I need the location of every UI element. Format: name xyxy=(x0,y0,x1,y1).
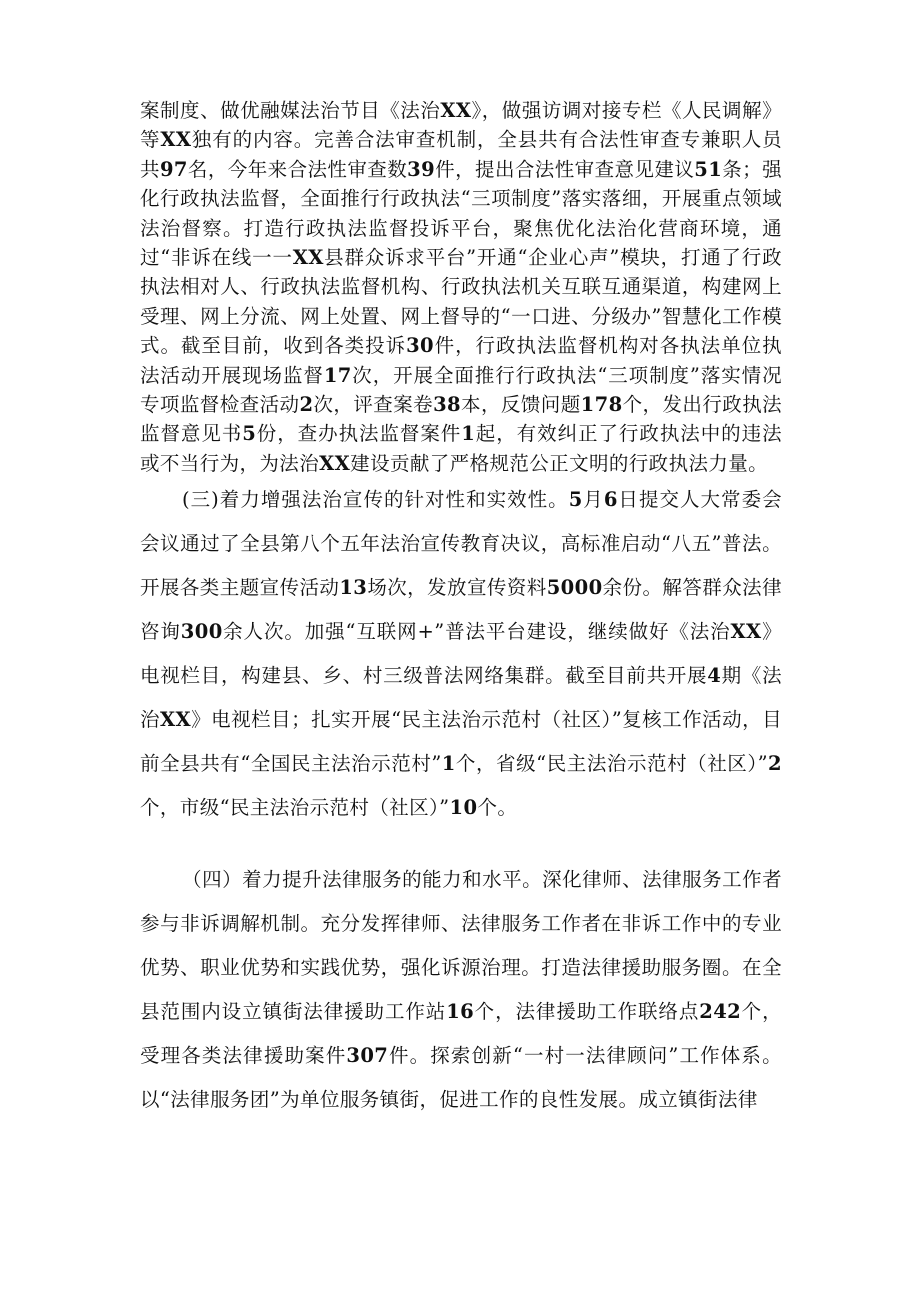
bold-figure: 300 xyxy=(180,620,223,643)
text-segment: 件，提出合法性审查意见建议 xyxy=(435,157,695,181)
bold-figure: 242 xyxy=(699,1000,742,1023)
bold-figure: 13 xyxy=(339,576,368,599)
bold-figure: 2 xyxy=(768,752,782,775)
section-heading-3: (三)着力增强法治宣传的针对性和实效性。 xyxy=(182,488,569,511)
text-segment: 余人次。加强“互联网+”普法平台建设，继续做好《法治 xyxy=(222,620,731,643)
text-segment: 名，今年来合法性审查数 xyxy=(187,157,408,181)
bold-figure: 30 xyxy=(406,334,435,358)
bold-figure: 5000 xyxy=(546,576,603,599)
bold-figure: XX xyxy=(160,128,192,152)
bold-figure: XX xyxy=(160,708,192,731)
bold-figure: 97 xyxy=(159,157,188,181)
text-segment: 个，发出行政执法监督意见书 xyxy=(140,393,783,446)
text-segment: 份，查办执法监督案件 xyxy=(256,422,462,446)
paragraph-legal-review-supervision xyxy=(140,96,782,478)
text-segment: 个，省级“民主法治示范村（社区）” xyxy=(455,752,769,775)
text-segment: 余份。解答群众法律咨询 xyxy=(140,576,782,643)
section-heading-4: （四）着力提升法律服务的能力和水平。深化律师、法律服务工作者参与非诉调解机制。充分发挥律师、法律服务工作者在非诉工作中的专业优势、职业优势和实践优势，强化诉源治理。打造法律援助服务圈。在全县范围内设立镇街法律援助工作站 xyxy=(140,868,782,1023)
bold-figure: XX xyxy=(292,246,324,270)
text-segment: 件。探索创新“一村一法律顾问”工作体系。以“法律服务团”为单位服务镇街，促进工作的良性发展。成立镇街法律 xyxy=(140,1044,782,1111)
text-segment: 日提交人大常委会会议通过了全县第八个五年法治宣传教育决议，高标准启动“八五”普法。开展各类主题宣传活动 xyxy=(140,488,783,599)
text-segment: 县群众诉求平台”开通“企业心声”模块，打通了行政执法相对人、行政执法监督机构、行政执法机关互联互通渠道，构建网上受理、网上分流、网上处置、网上督导的“一口进、分级办”智慧化工作模式。截至目前，收到各类投诉 xyxy=(140,246,782,358)
text-segment: 独有的内容。完善合法审查机制，全县共有合法性审查专兼职人员共 xyxy=(140,128,782,181)
text-segment: 月 xyxy=(582,488,604,511)
text-segment: 条；强化行政执法监督，全面推行行政执法“三项制度”落实落细，开展重点领域法治督察。打造行政执法监督投诉平台，聚焦优化法治化营商环境，通过“非诉在线一一 xyxy=(140,157,783,270)
text-segment: 期《法治 xyxy=(140,664,782,731)
text-segment: 场次，发放宣传资料 xyxy=(367,576,547,599)
text-segment: 次，评查案卷 xyxy=(313,393,434,417)
bold-figure: 5 xyxy=(568,488,583,511)
text-segment: 次，开展全面推行行政执法“三项制度”落实情况专项监督检查活动 xyxy=(140,363,782,417)
bold-figure: XX xyxy=(440,99,472,122)
bold-figure: XX xyxy=(730,620,762,643)
bold-figure: 1 xyxy=(441,752,456,775)
bold-figure: 51 xyxy=(694,157,723,181)
text-segment: 件，行政执法监督机构对各执法单位执法活动开展现场监督 xyxy=(140,334,782,387)
text-segment: 》电视栏目；扎实开展“民主法治示范村（社区）”复核工作活动，目前全县共有“全国民主法治示范村” xyxy=(140,708,782,775)
text-segment: 起，有效纠正了行政执法中的违法或不当行为，为法治 xyxy=(140,422,782,475)
text-segment: 本，反馈问题 xyxy=(461,393,581,417)
text-segment: 个，市级“民主法治示范村（社区）” xyxy=(140,796,450,819)
bold-figure: 17 xyxy=(323,363,352,387)
paragraph-legal-services xyxy=(140,858,782,1122)
bold-figure: XX xyxy=(319,451,351,475)
bold-figure: 39 xyxy=(407,157,436,181)
text-segment: 》，做强访调对接专栏《人民调解》等 xyxy=(140,99,782,152)
text-segment: 》电视栏目，构建县、乡、村三级普法网络集群。截至目前共开展 xyxy=(140,620,782,687)
bold-figure: 4 xyxy=(707,664,722,687)
bold-figure: 2 xyxy=(299,393,314,417)
text-segment: 个。 xyxy=(477,796,518,819)
bold-figure: 307 xyxy=(346,1044,389,1067)
bold-figure: 5 xyxy=(242,422,257,446)
text-segment: 案制度、做优融媒法治节目《法治 xyxy=(140,99,441,122)
bold-figure: 1 xyxy=(461,422,476,446)
paragraph-legal-publicity xyxy=(140,478,782,830)
text-segment: 建设贡献了严格规范公正文明的行政执法力量。 xyxy=(350,451,769,475)
bold-figure: 38 xyxy=(433,393,462,417)
text-segment: 个，受理各类法律援助案件 xyxy=(140,1000,782,1067)
bold-figure: 16 xyxy=(446,1000,475,1023)
bold-figure: 6 xyxy=(603,488,618,511)
bold-figure: 10 xyxy=(449,796,478,819)
text-segment: 个，法律援助工作联络点 xyxy=(474,1000,700,1023)
bold-figure: 178 xyxy=(580,393,623,417)
